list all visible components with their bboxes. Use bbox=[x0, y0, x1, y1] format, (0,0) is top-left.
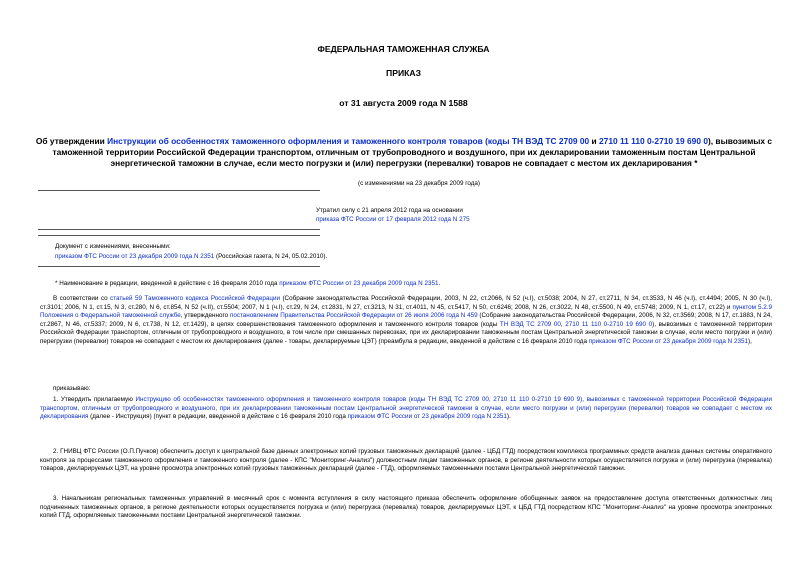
divider bbox=[38, 235, 320, 236]
preamble-text: , bbox=[560, 320, 566, 328]
item1-order-link[interactable]: приказом ФТС России от 23 декабря 2009 года N 2351 bbox=[347, 413, 507, 421]
preamble-link-order[interactable]: приказом ФТС России от 23 декабря 2009 года N 2351 bbox=[588, 337, 748, 345]
title-code-link-1[interactable]: ТН ВЭД ТС 2709 00 bbox=[511, 136, 590, 146]
footnote-text: * Наименование в редакции, введенной в действие с 16 февраля 2010 года bbox=[55, 280, 280, 287]
preamble-link-code-2[interactable]: 2710 11 110 0-2710 19 690 0 bbox=[565, 320, 653, 328]
lost-force-link[interactable]: приказа ФТС России от 17 февраля 2012 года N 275 bbox=[316, 216, 470, 223]
footnote bbox=[55, 280, 440, 289]
preamble-link-customs-code[interactable]: статьей 59 Таможенного кодекса Российской Федерации bbox=[110, 295, 281, 302]
doc-type: ПРИКАЗ bbox=[386, 68, 421, 78]
divider bbox=[38, 229, 320, 230]
preamble-text: ), вывозимых с таможенной территории Российской Федерации транспортом, отличным от трубопроводного и воздушного, в том числе при смешанных перевозках, при их декларировании таможенным постам Центральной энергетической таможни в случае, если место погрузки и (или) перегрузки (перевалки) товаров не совпадает с местом их декларирования (далее - товары, декларируемые ЦЭТ) (преамбула в редакции, введенной в действие с 16 февраля 2010 года bbox=[40, 320, 773, 345]
preamble-text: ), bbox=[747, 337, 752, 345]
agency-name: ФЕДЕРАЛЬНАЯ ТАМОЖЕННАЯ СЛУЖБА bbox=[317, 44, 490, 54]
order-item-1 bbox=[40, 396, 772, 422]
order-item-3: 3. Начальникам региональных таможенных управлений в месячный срок с момента вступления в силу настоящего приказа обеспечить оформление обобщенных заявок на предоставление доступа ответственных должностных лиц подчиненных таможенных органов, в регионе деятельности которых осуществляется погрузка и (или) перегрузка (перевалка) товаров, декларируемых ЦЭТ, к ЦБД ГТД посредством КПС "Мониторинг-Анализ" на уровне просмотра электронных копий ГТД, оформляемых таможенными постами Центральной энергетической таможни. bbox=[40, 495, 772, 520]
item1-text: (далее - Инструкция) (пункт в редакции, введенной в действие с 16 февраля 2010 года bbox=[88, 413, 348, 421]
preamble-link-government-decree[interactable]: постановлением Правительства Российской Федерации от 26 июля 2006 года N 459 bbox=[229, 312, 478, 320]
divider bbox=[38, 190, 320, 191]
title-code-link-2[interactable]: 2710 11 110 0-2710 19 690 0 bbox=[599, 136, 708, 146]
preamble-link-regulation[interactable]: пунктом 5.2.9 Положения о Федеральной таможенной службе bbox=[40, 303, 772, 320]
order-word: приказываю: bbox=[53, 385, 91, 392]
order-item-2: 2. ГНИВЦ ФТС России (О.П.Пучков) обеспечить доступ к центральной базе данных электронных копий грузовых таможенных деклараций (далее - ЦБД ГТД) посредством комплекса программных средств анализа данных системы оперативного контроля за процессами таможенного оформления и таможенного контроля (далее - КПС "Мониторинг-Анализ") должностным лицам таможенных органов, в регионе деятельности которых осуществляется погрузка и (или) перегрузка (перевалка) товаров, декларируемых ЦЭТ, на уровне просмотра электронных копий грузовых таможенных деклараций (далее - ГТД), оформляемых таможенными постами Центральной энергетической таможни. bbox=[40, 448, 772, 473]
title-mid: и bbox=[589, 136, 599, 146]
amend-tail: (Российская газета, N 24, 05.02.2010). bbox=[214, 253, 328, 260]
amend-link[interactable]: приказом ФТС России от 23 декабря 2009 года N 2351 bbox=[55, 253, 215, 260]
divider bbox=[38, 266, 320, 267]
amend-line bbox=[55, 253, 327, 262]
changes-note: (с изменениями на 23 декабря 2009 года) bbox=[358, 180, 481, 187]
document-title bbox=[30, 136, 778, 169]
item1-text: 1. Утвердить прилагаемую bbox=[53, 396, 136, 403]
item1-text: ). bbox=[506, 413, 511, 421]
preamble-text: (Собрание законодательства Российской Федерации, 2003, N 22, ст.2066, N 52 (ч.I), ст.5038; 2004, N 27, ст.2711, N 34, ст.3533, N 46 (ч.I), ст.4494; 2005, N 30 (ч.I), ст.3101; 2006, N 1, ст.15, N 3, ст.280, N 6, ст.854, N 52 (ч.II), ст.5504; 2007, N 1 (ч.I), ст.29, N 24, ст.2831, N 27, ст.3213, N 31, ст.4011, N 45, ст.5417, N 50, ст.6246; 2008, N 26, ст.3022, N 48, ст.5500, N 49, ст.5748; 2009, N 1, ст.17, ст.22) и bbox=[40, 295, 773, 311]
footnote-link[interactable]: приказом ФТС России от 23 декабря 2009 года N 2351 bbox=[279, 280, 439, 287]
preamble-text: (Собрание законодательства Российской Федерации, 2006, N 32, ст.3569; 2008, N 17, ст.1883, N 24, ст.2867, N 46, ст.5337; 2009, N 6, ст.738, N 12, ст.1429), в целях совершенствования таможенного оформления и таможенного контроля товаров (коды bbox=[40, 312, 772, 328]
footnote-end: . bbox=[438, 280, 441, 287]
title-rest: ), вывозимых с таможенной территории Российской Федерации транспортом, отличным от трубопроводного и воздушного, при их декларировании таможенным постам Центральной энергетической таможни в случае, если место погрузки и (или) перегрузки (перевалки) товаров не совпадает с местом их декларирования * bbox=[52, 136, 773, 168]
title-prefix: Об утверждении bbox=[35, 136, 108, 146]
preamble-text: , утвержденного bbox=[180, 312, 230, 320]
doc-date-number: от 31 августа 2009 года N 1588 bbox=[339, 98, 468, 108]
amend-intro: Документ с изменениями, внесенными: bbox=[55, 243, 171, 250]
title-instruction-link[interactable]: Инструкции об особенностях таможенного оформления и таможенного контроля товаров (коды bbox=[107, 136, 512, 146]
preamble-text: В соответствии со bbox=[53, 295, 111, 302]
preamble-link-code-1[interactable]: ТН ВЭД ТС 2709 00 bbox=[499, 320, 561, 328]
lost-force-line: Утратил силу с 21 апреля 2012 года на основании bbox=[316, 207, 463, 214]
item1-instruction-link[interactable]: Инструкцию об особенностях таможенного оформления и таможенного контроля товаров (коды ТН ВЭД ТС 2709 00, 2710 11 110 0-2710 19 690 9), вывозимых с таможенной территории Российской Федерации транспортом, отличным от трубопроводного и воздушного, при их декларировании таможенным постам Центральной энергетической таможни в случае, если место погрузки и (или) перегрузки (перевалки) товаров не совпадает с местом их декларирования bbox=[40, 396, 772, 421]
preamble-paragraph bbox=[40, 295, 772, 347]
